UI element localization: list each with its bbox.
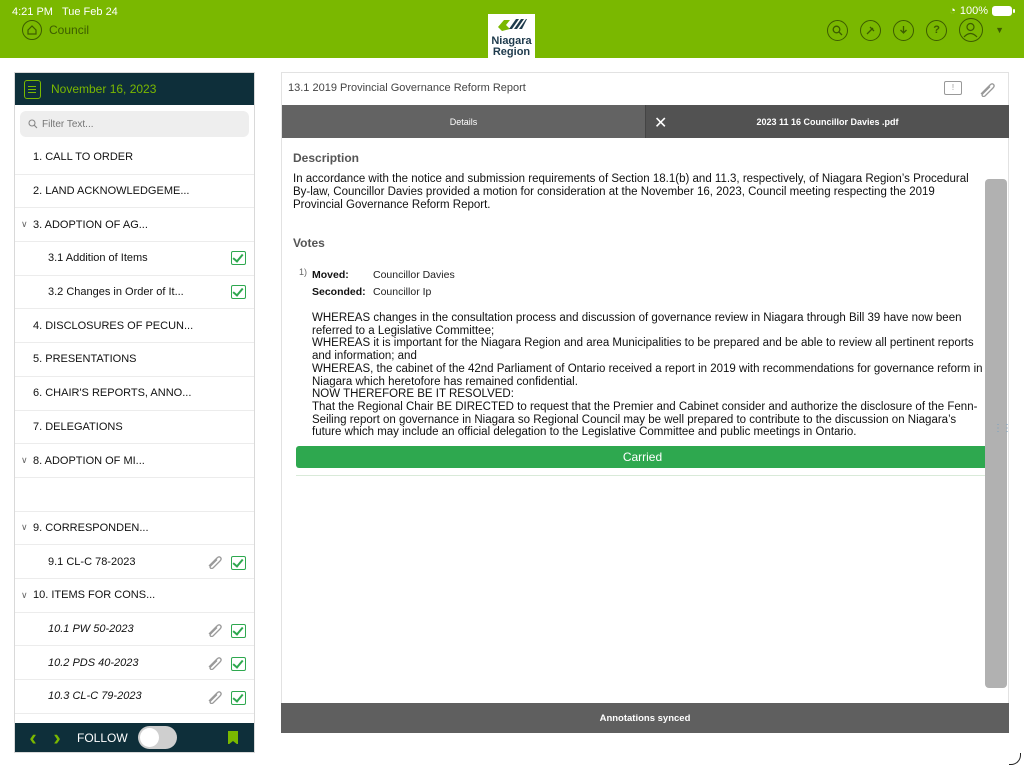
agenda-item-label: 7. DELEGATIONS — [33, 420, 123, 433]
help-icon[interactable]: ? — [926, 20, 947, 41]
filter-field[interactable] — [20, 111, 249, 137]
agenda-item-label: 9.1 CL-C 78-2023 — [48, 555, 136, 568]
agenda-item-label: 1. CALL TO ORDER — [33, 151, 134, 164]
logo-text-line2: Region — [492, 46, 531, 58]
agenda-item-label: 9. CORRESPONDEN... — [33, 521, 149, 534]
agenda-section[interactable] — [15, 309, 254, 343]
tab-details[interactable]: Details — [282, 105, 646, 138]
checkmark-icon[interactable] — [231, 556, 246, 570]
agenda-item-label: 3.2 Changes in Order of It... — [48, 286, 184, 299]
scroll-grip-icon[interactable]: ⋮⋮ — [993, 423, 1011, 434]
checkmark-icon[interactable] — [231, 624, 246, 638]
attachment-icon[interactable] — [206, 655, 223, 673]
motion-text — [312, 312, 987, 439]
seconded-value: Councillor Ip — [373, 285, 432, 298]
agenda-section[interactable] — [15, 141, 254, 175]
agenda-section[interactable] — [15, 208, 254, 242]
agenda-icon[interactable] — [24, 80, 41, 99]
chevron-down-icon[interactable]: ▼ — [995, 25, 1004, 35]
agenda-section[interactable] — [15, 444, 254, 478]
agenda-item-label: 3.1 Addition of Items — [48, 252, 148, 265]
search-icon — [28, 119, 38, 129]
comment-icon[interactable]: ! — [944, 81, 962, 95]
row-status-icons — [231, 285, 246, 299]
divider — [296, 468, 989, 476]
agenda-item-label: 10. ITEMS FOR CONS... — [33, 589, 156, 602]
sidebar-header — [15, 73, 254, 105]
agenda-item[interactable] — [15, 613, 254, 647]
description-text: In accordance with the notice and submission requirements of Section 18.1(b) and 11.3, respectively, of Niagara Region’s Procedural By-law, Councillor Davies provided a motion for consideration at the November 16, 2023, Council meeting respecting the 2019 Provincial Governance Reform Report. — [293, 173, 969, 211]
motion-line: WHEREAS changes in the consultation process and discussion of governance review in Niagara through Bill 39 have now been referred to a Legislative Committee; — [312, 312, 962, 337]
chevron-down-icon[interactable]: ∨ — [21, 455, 28, 466]
agenda-section[interactable] — [15, 512, 254, 546]
seconded-row — [312, 283, 987, 300]
row-status-icons — [206, 689, 246, 707]
follow-label: FOLLOW — [77, 730, 128, 745]
resize-corner-icon[interactable] — [1009, 753, 1021, 765]
row-status-icons — [231, 251, 246, 265]
attachment-icon[interactable] — [206, 554, 223, 572]
wifi-icon: ◔ — [949, 5, 956, 17]
logo-text-line1: Niagara — [491, 35, 532, 47]
seconded-label: Seconded: — [312, 285, 366, 298]
motion-line: NOW THEREFORE BE IT RESOLVED: — [312, 388, 514, 401]
avatar-icon[interactable] — [959, 18, 983, 42]
status-indicators — [949, 5, 1012, 17]
checkmark-icon[interactable] — [231, 657, 246, 671]
row-status-icons — [206, 655, 246, 673]
sync-status-bar: Annotations synced — [281, 703, 1009, 733]
item-title: 13.1 2019 Provincial Governance Reform Report — [288, 82, 526, 94]
description-heading: Description — [293, 151, 360, 165]
previous-arrow-icon[interactable]: ‹ — [29, 724, 37, 750]
attachment-icon[interactable] — [206, 622, 223, 640]
battery-percent: 100% — [959, 5, 988, 17]
follow-toggle[interactable] — [138, 726, 177, 749]
motion-line: WHEREAS, the cabinet of the 42nd Parliament of Ontario received a report in 2019 with recommendations for governance reform in Niagara which heretofore has remained confidential. — [312, 362, 983, 388]
moved-value: Councillor Davies — [373, 268, 455, 281]
home-label[interactable]: Council — [49, 23, 90, 37]
agenda-section[interactable] — [15, 411, 254, 445]
agenda-item-label: 10.1 PW 50-2023 — [48, 622, 134, 635]
niagara-region-logo — [488, 14, 535, 60]
agenda-item[interactable] — [15, 276, 254, 310]
agenda-section[interactable] — [15, 377, 254, 411]
agenda-item-label: 10.2 PDS 40-2023 — [48, 656, 139, 669]
title-actions — [944, 81, 996, 102]
agenda-item[interactable] — [15, 242, 254, 276]
meeting-date: November 16, 2023 — [51, 82, 157, 96]
votes-heading: Votes — [293, 236, 325, 250]
sidebar-footer — [15, 723, 254, 752]
agenda-item-label: 2. LAND ACKNOWLEDGEME... — [33, 185, 190, 198]
pin-icon[interactable] — [860, 20, 881, 41]
tab-pdf[interactable] — [646, 105, 1009, 138]
bookmark-icon[interactable] — [228, 731, 238, 744]
vote-number: 1) — [299, 267, 308, 277]
agenda-item-label: 4. DISCLOSURES OF PECUN... — [33, 319, 194, 332]
agenda-item[interactable] — [15, 478, 254, 512]
agenda-list — [15, 141, 254, 714]
tab-pdf-label: 2023 11 16 Councillor Davies .pdf — [756, 116, 899, 127]
scrollbar[interactable] — [985, 179, 1011, 688]
agenda-section[interactable] — [15, 175, 254, 209]
detail-content — [293, 151, 987, 476]
filter-input[interactable] — [42, 119, 222, 130]
agenda-item-label: 8. ADOPTION OF MI... — [33, 454, 145, 467]
tab-bar — [282, 105, 1009, 138]
search-icon[interactable] — [827, 20, 848, 41]
agenda-item-label: 5. PRESENTATIONS — [33, 353, 137, 366]
moved-label: Moved: — [312, 268, 349, 281]
status-time: 4:21 PM Tue Feb 24 — [12, 6, 118, 18]
agenda-section[interactable] — [15, 343, 254, 377]
agenda-sidebar — [14, 72, 255, 753]
battery-icon — [992, 6, 1012, 16]
row-status-icons — [206, 554, 246, 572]
motion-line: WHEREAS it is important for the Niagara Region and area Municipalities to be prepared and be able to review all pertinent reports and information; and — [312, 337, 974, 363]
attachment-icon[interactable] — [978, 81, 996, 102]
row-status-icons — [206, 622, 246, 640]
logo-mark-icon — [496, 17, 527, 33]
agenda-item-label: 6. CHAIR'S REPORTS, ANNO... — [33, 387, 192, 400]
agenda-item-label: 3. ADOPTION OF AG... — [33, 218, 148, 231]
download-icon[interactable] — [893, 20, 914, 41]
top-bar — [0, 0, 1024, 58]
chevron-down-icon[interactable]: ∨ — [21, 219, 28, 230]
agenda-item-label: 10.3 CL-C 79-2023 — [48, 690, 142, 703]
attachment-icon[interactable] — [206, 689, 223, 707]
home-icon[interactable] — [22, 20, 42, 40]
header-toolbar — [827, 18, 1004, 42]
chevron-down-icon[interactable]: ∨ — [21, 589, 28, 600]
chevron-down-icon[interactable]: ∨ — [21, 522, 28, 533]
vote-result-badge: Carried — [296, 446, 989, 468]
moved-row — [312, 266, 987, 283]
next-arrow-icon[interactable]: › — [53, 724, 61, 750]
checkmark-icon[interactable] — [231, 251, 246, 265]
close-icon[interactable]: ✕ — [654, 115, 668, 132]
agenda-item[interactable] — [15, 545, 254, 579]
item-detail-panel — [281, 72, 1009, 733]
checkmark-icon[interactable] — [231, 691, 246, 705]
checkmark-icon[interactable] — [231, 285, 246, 299]
agenda-section[interactable] — [15, 579, 254, 613]
vote-record — [293, 266, 987, 476]
agenda-item[interactable] — [15, 646, 254, 680]
motion-line: That the Regional Chair BE DIRECTED to request that the Premier and Cabinet consider and authorize the disclosure of the Fenn-Seiling report on governance in Niagara so Regional Council may be well prepared to contribute to the discussion on Niagara’s future which may include an official delegation to the Legislative Committee and public meetings in Ontario. — [312, 400, 978, 439]
agenda-item[interactable] — [15, 680, 254, 714]
